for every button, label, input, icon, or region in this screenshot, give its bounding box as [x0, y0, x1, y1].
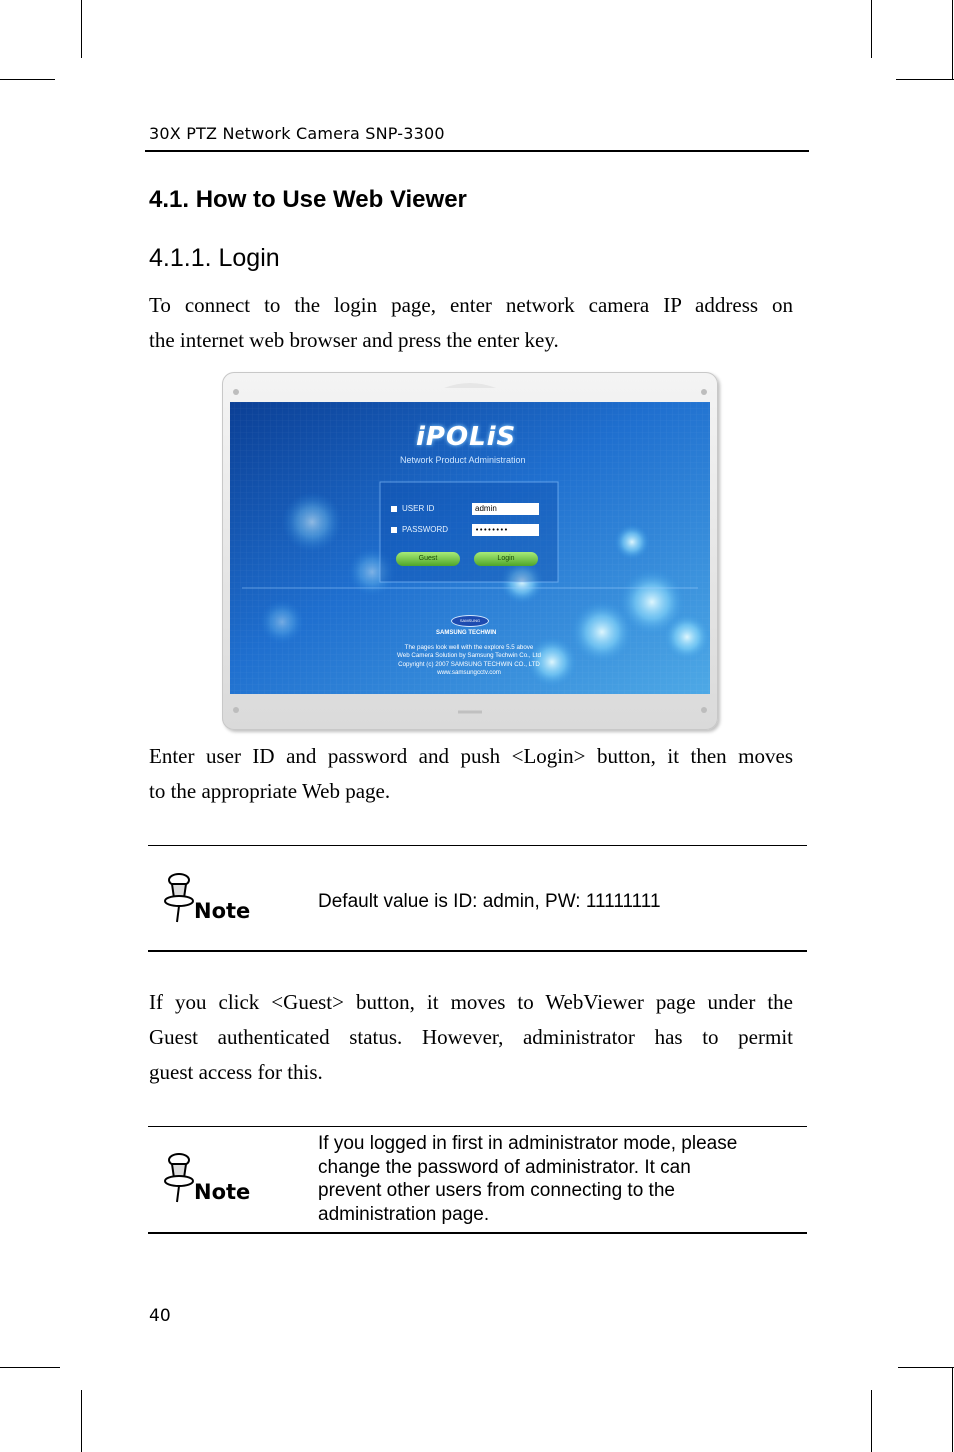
note-bottom-rule — [148, 950, 807, 952]
note-line: administration page. — [318, 1203, 490, 1225]
user-id-label: USER ID — [402, 504, 435, 513]
user-id-input[interactable]: admin — [472, 503, 539, 515]
footer-line: The pages look well with the explore 5.5 above — [404, 644, 534, 651]
footer-line: Copyright (c) 2007 SAMSUNG TECHWIN CO., LTD — [398, 660, 540, 668]
note-label: Note — [194, 1180, 251, 1204]
tagline: Network Product Administration — [400, 455, 526, 465]
ipolis-logo: iPOLiS — [416, 422, 517, 452]
footer-line: www.samsungcctv.com — [437, 669, 501, 677]
note-text — [318, 1132, 788, 1226]
crop-mark — [0, 1367, 60, 1368]
pushpin-icon — [162, 872, 196, 924]
company-name: SAMSUNG TECHWIN — [436, 630, 497, 636]
crop-mark — [81, 1390, 82, 1452]
note-line: If you logged in first in administrator mode, please — [318, 1133, 738, 1154]
guest-button[interactable]: Guest — [396, 552, 460, 566]
paragraph-line: Guest authenticated status. However, administrator has to permit — [149, 1025, 793, 1049]
crop-mark — [952, 0, 953, 80]
paragraph-line: guest access for this. — [149, 1060, 323, 1084]
password-checkbox-icon — [391, 527, 397, 533]
note-top-rule — [148, 845, 807, 846]
crop-mark — [871, 1390, 872, 1452]
user-id-checkbox-icon — [391, 506, 397, 512]
after-login-paragraph — [149, 739, 793, 809]
section-title: 4.1. How to Use Web Viewer — [149, 186, 467, 213]
subsection-title: 4.1.1. Login — [149, 244, 280, 272]
note-line: change the password of administrator. It can — [318, 1156, 691, 1178]
intro-paragraph — [149, 288, 793, 358]
paragraph-line: Enter user ID and password and push <Login> button, it then moves — [149, 744, 793, 768]
crop-mark — [0, 79, 55, 80]
password-label: PASSWORD — [402, 525, 449, 534]
running-header: 30X PTZ Network Camera SNP-3300 — [149, 124, 445, 143]
samsung-logo: SAMSUNG — [451, 615, 489, 627]
crop-mark — [81, 0, 82, 58]
note-line: prevent other users from connecting to the — [318, 1180, 675, 1201]
note-label: Note — [194, 899, 251, 923]
pushpin-icon — [162, 1152, 196, 1204]
paragraph-line: If you click <Guest> button, it moves to WebViewer page under the — [149, 990, 793, 1014]
paragraph-line: To connect to the login page, enter network camera IP address on — [149, 293, 793, 317]
header-rule — [145, 150, 809, 152]
crop-mark — [952, 1367, 953, 1452]
crop-mark — [896, 79, 954, 80]
note-text: Default value is ID: admin, PW: 11111111 — [318, 891, 661, 912]
footer-line: Web Camera Solution by Samsung Techwin Co., Ltd — [397, 652, 541, 660]
crop-mark — [898, 1367, 954, 1368]
login-button[interactable]: Login — [474, 552, 538, 566]
note-top-rule — [148, 1126, 807, 1127]
crop-mark — [871, 0, 872, 58]
note-bottom-rule — [148, 1232, 807, 1234]
paragraph-line: the internet web browser and press the enter key. — [149, 328, 559, 352]
paragraph-line: to the appropriate Web page. — [149, 779, 391, 803]
guest-paragraph — [149, 985, 793, 1090]
page-number: 40 — [149, 1306, 171, 1326]
footer-text — [364, 644, 574, 678]
login-screenshot — [222, 372, 718, 730]
password-input[interactable]: •••••••• — [472, 524, 539, 536]
